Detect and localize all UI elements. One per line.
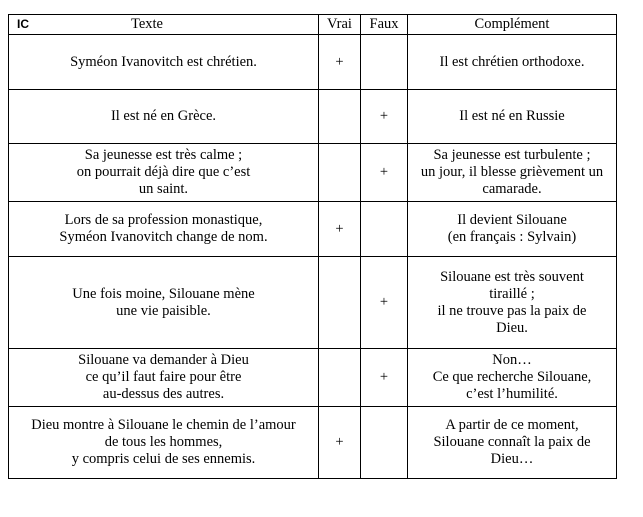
- faux-mark-cell: [361, 35, 408, 90]
- vrai-mark-cell: [319, 202, 361, 257]
- table-row: [9, 407, 617, 479]
- faux-mark-cell: [361, 202, 408, 257]
- faux-mark: +: [379, 164, 389, 180]
- complement-line: Silouane est très souvent: [440, 268, 584, 285]
- faux-mark-cell: [361, 90, 408, 144]
- texte-line: Une fois moine, Silouane mène: [72, 285, 255, 302]
- faux-mark-cell: [361, 257, 408, 349]
- true-false-table: [8, 14, 617, 479]
- faux-mark-cell: [361, 144, 408, 202]
- texte-line: Sa jeunesse est très calme ;: [84, 147, 243, 163]
- complement-line: tiraillé ;: [489, 285, 535, 302]
- complement-line: Il est chrétien orthodoxe.: [439, 53, 585, 70]
- table-row: [9, 257, 617, 349]
- complement-cell: [408, 349, 617, 407]
- vrai-mark: +: [335, 434, 344, 450]
- table-row: [9, 349, 617, 407]
- complement-line: Ce que recherche Silouane,: [432, 369, 592, 385]
- texte-line: au-dessus des autres.: [102, 386, 225, 402]
- complement-line: Non…: [492, 352, 532, 368]
- texte-cell: [9, 144, 319, 202]
- complement-cell: [408, 407, 617, 479]
- complement-cell: [408, 144, 617, 202]
- complement-line: il ne trouve pas la paix de: [437, 302, 587, 319]
- complement-line: Dieu…: [490, 451, 534, 467]
- complement-line: c’est l’humilité.: [466, 386, 558, 402]
- complement-line: Silouane connaît la paix de: [433, 434, 591, 450]
- texte-cell: [9, 35, 319, 90]
- vrai-mark: +: [335, 220, 344, 237]
- texte-header: Texte: [131, 16, 163, 32]
- faux-mark: +: [379, 294, 389, 310]
- table-row: [9, 90, 617, 144]
- faux-mark-cell: [361, 349, 408, 407]
- texte-line: Lors de sa profession monastique,: [64, 212, 263, 228]
- texte-line: y compris celui de ses ennemis.: [71, 451, 256, 467]
- table-row: [9, 144, 617, 202]
- texte-cell: [9, 407, 319, 479]
- texte-cell: [9, 349, 319, 407]
- texte-cell: [9, 202, 319, 257]
- vrai-mark: +: [335, 53, 344, 70]
- table-row: [9, 35, 617, 90]
- faux-header: Faux: [361, 15, 408, 35]
- complement-line: Dieu.: [496, 319, 528, 336]
- vrai-mark-cell: [319, 349, 361, 407]
- texte-cell: [9, 90, 319, 144]
- texte-line: ce qu’il faut faire pour être: [85, 369, 242, 385]
- complement-line: A partir de ce moment,: [445, 417, 579, 433]
- texte-line: de tous les hommes,: [104, 434, 223, 450]
- complement-cell: [408, 202, 617, 257]
- vrai-header: Vrai: [319, 15, 361, 35]
- complement-cell: [408, 35, 617, 90]
- vrai-mark-cell: [319, 407, 361, 479]
- texte-line: Silouane va demander à Dieu: [78, 352, 249, 368]
- texte-line: Syméon Ivanovitch est chrétien.: [70, 53, 257, 70]
- texte-line: un saint.: [138, 181, 189, 197]
- complement-line: (en français : Sylvain): [447, 229, 577, 245]
- faux-mark-cell: [361, 407, 408, 479]
- texte-line: une vie paisible.: [116, 302, 211, 319]
- texte-line: on pourrait déjà dire que c’est: [76, 164, 251, 180]
- table-row: [9, 202, 617, 257]
- vrai-mark-cell: [319, 257, 361, 349]
- vrai-mark-cell: [319, 144, 361, 202]
- faux-mark: +: [379, 369, 389, 385]
- complement-header: Complément: [408, 15, 617, 35]
- texte-line: Il est né en Grèce.: [110, 108, 217, 124]
- complement-line: Il est né en Russie: [459, 108, 565, 124]
- complement-cell: [408, 90, 617, 144]
- texte-cell: [9, 257, 319, 349]
- ic-label: IC: [17, 17, 29, 31]
- texte-line: Syméon Ivanovitch change de nom.: [59, 229, 268, 245]
- vrai-mark-cell: [319, 90, 361, 144]
- complement-line: Il devient Silouane: [457, 212, 567, 228]
- complement-cell: [408, 257, 617, 349]
- complement-line: Sa jeunesse est turbulente ;: [433, 147, 591, 163]
- faux-mark: +: [379, 108, 389, 124]
- vrai-mark-cell: [319, 35, 361, 90]
- complement-line: un jour, il blesse grièvement un: [420, 164, 604, 180]
- header-row: [9, 15, 617, 35]
- texte-line: Dieu montre à Silouane le chemin de l’amour: [31, 417, 296, 433]
- complement-line: camarade.: [482, 181, 542, 197]
- header-ic-texte: [9, 15, 319, 35]
